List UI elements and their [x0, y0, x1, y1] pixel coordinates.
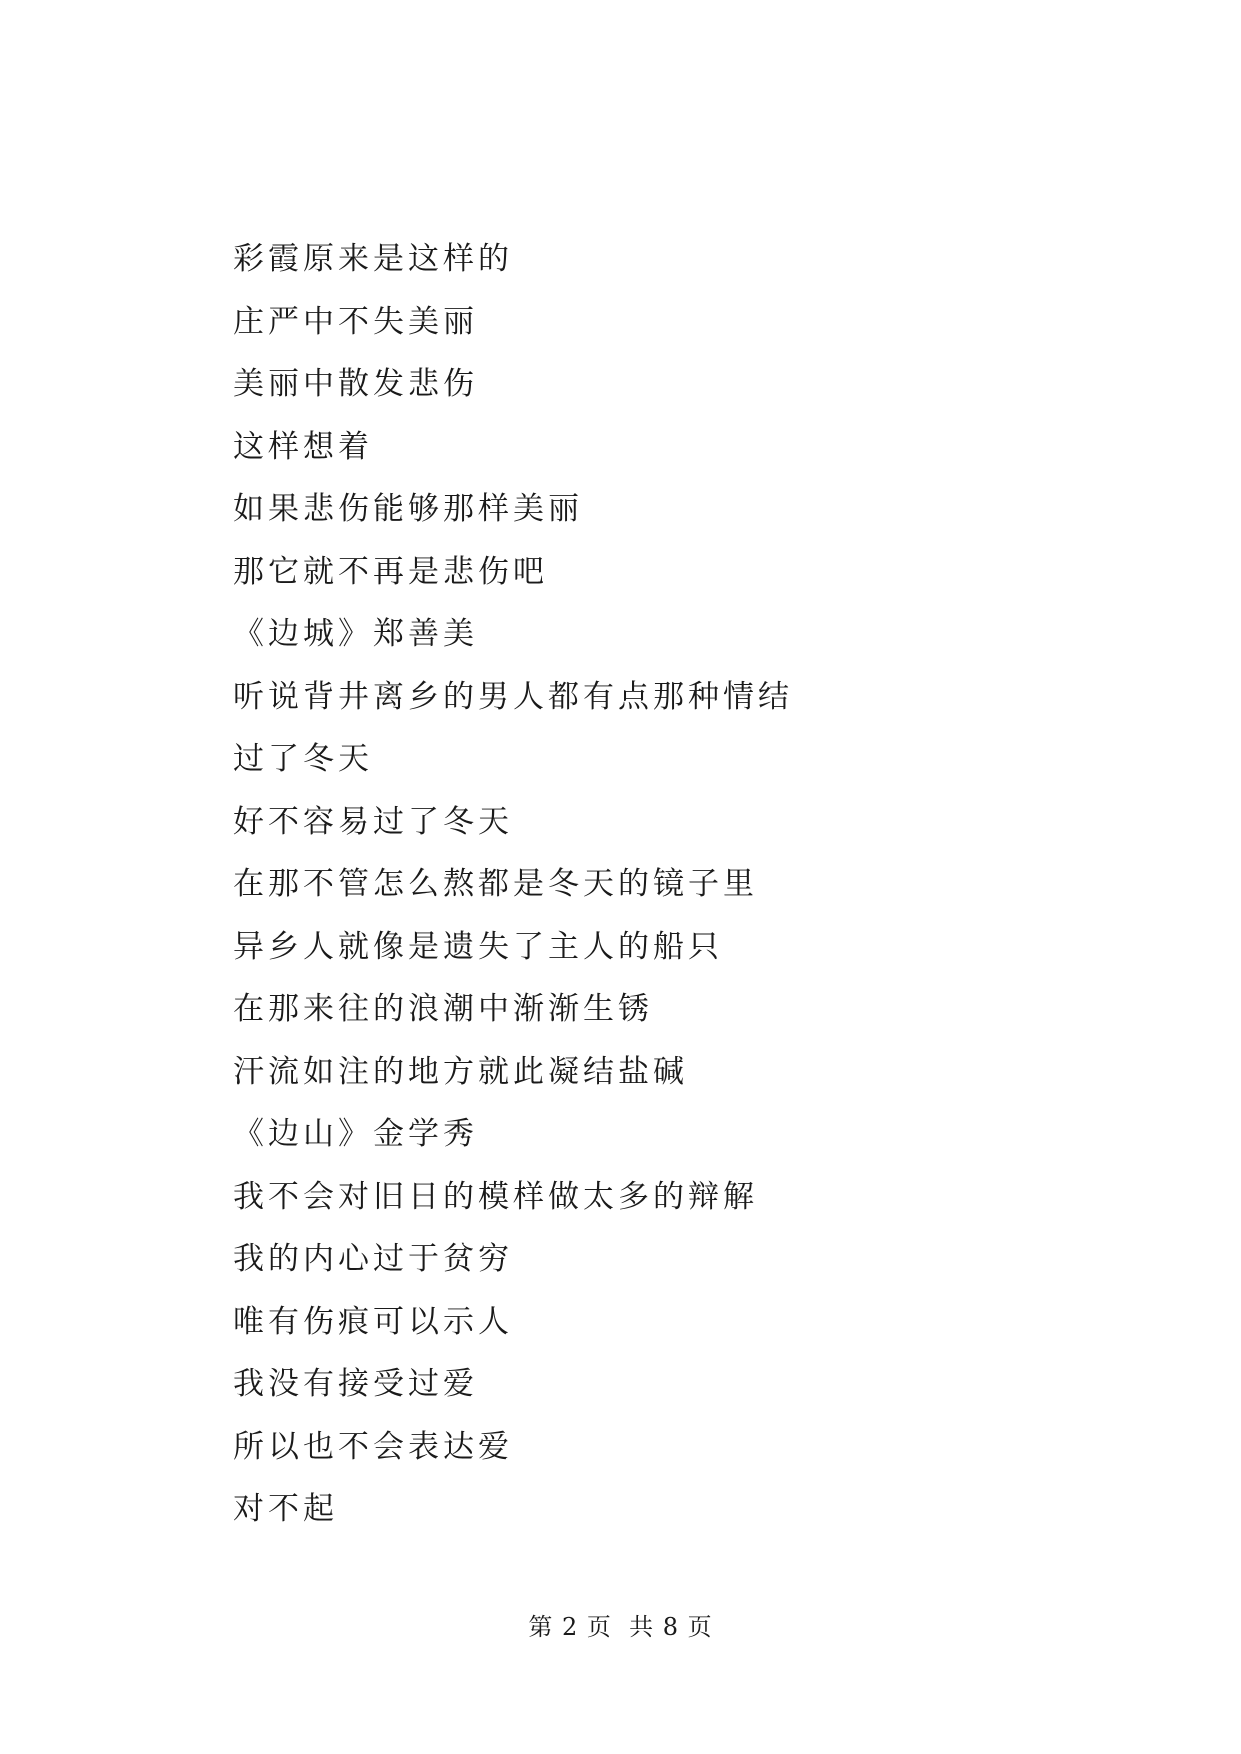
text-line: 过了冬天 [233, 741, 373, 777]
text-line: 听说背井离乡的男人都有点那种情结 [233, 678, 793, 715]
page-footer [0, 1612, 1241, 1642]
text-line: 汗流如注的地方就此凝结盐碱 [233, 1053, 688, 1090]
text-line: 彩霞原来是这样的 [233, 241, 513, 277]
text-line: 异乡人就像是遗失了主人的船只 [233, 928, 723, 965]
text-line: 如果悲伤能够那样美丽 [233, 491, 583, 527]
page-number-indicator: 第 2 页 共 8 页 [528, 1613, 713, 1641]
text-line: 我的内心过于贫穷 [233, 1241, 513, 1277]
document-body [233, 228, 1133, 1541]
text-line: 在那来往的浪潮中渐渐生锈 [233, 991, 653, 1027]
text-line: 那它就不再是悲伤吧 [233, 553, 548, 590]
text-line: 我不会对旧日的模样做太多的辩解 [233, 1178, 758, 1215]
text-line: 好不容易过了冬天 [233, 803, 513, 840]
poem-title-line: 《边山》金学秀 [233, 1116, 478, 1152]
text-line: 唯有伤痕可以示人 [233, 1303, 513, 1340]
text-line: 所以也不会表达爱 [233, 1428, 513, 1465]
text-line: 在那不管怎么熬都是冬天的镜子里 [233, 866, 758, 902]
text-line: 对不起 [233, 1491, 338, 1527]
text-line: 这样想着 [233, 428, 373, 465]
text-line: 美丽中散发悲伤 [233, 366, 478, 402]
poem-title-line: 《边城》郑善美 [233, 616, 478, 652]
text-line: 我没有接受过爱 [233, 1366, 478, 1402]
text-line: 庄严中不失美丽 [233, 303, 478, 340]
